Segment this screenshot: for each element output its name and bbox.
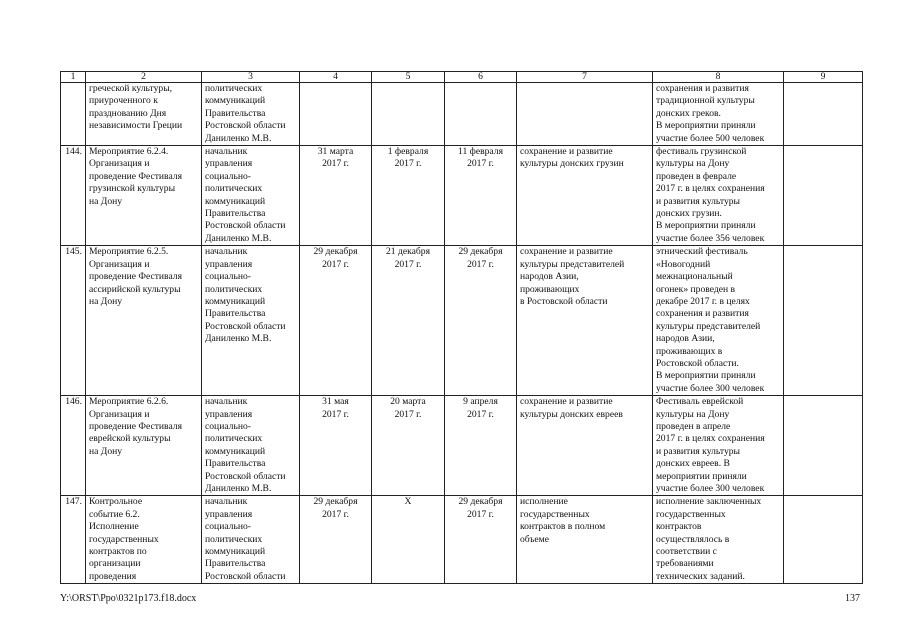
cell-line: Мероприятие 6.2.5.	[89, 246, 169, 258]
table-cell-col5	[372, 83, 445, 146]
cell-line: политических	[205, 83, 263, 94]
cell-line: Ростовской области	[205, 120, 286, 132]
cell-line: политических	[205, 183, 263, 195]
cell-line: 2017 г.	[322, 158, 349, 170]
cell-line: Правительства	[205, 308, 266, 320]
cell-line: проживающих в	[656, 345, 723, 357]
cell-line: Контрольное	[89, 496, 143, 508]
cell-line: Ростовской области.	[656, 357, 739, 369]
table-cell-col3	[202, 146, 300, 246]
table-cell-col6	[445, 146, 517, 246]
cell-line: Х	[404, 496, 412, 508]
table-cell-col2	[86, 496, 202, 584]
cell-line: политических	[205, 433, 263, 445]
row-number-cell: 146.	[61, 396, 86, 496]
cell-line: управления	[205, 158, 253, 170]
cell-line: исполнение	[520, 496, 568, 508]
cell-line: Исполнение	[89, 521, 139, 533]
cell-line: проведен в апреле	[656, 420, 731, 432]
cell-line: и развития культуры	[656, 195, 740, 207]
row-number-cell	[61, 83, 86, 146]
header-cell: 5	[372, 72, 445, 83]
cell-line: В мероприятии приняли	[656, 370, 756, 382]
table-cell-col6	[445, 246, 517, 396]
cell-line: на Дону	[89, 195, 123, 207]
cell-line: культуры представителей	[520, 258, 625, 270]
cell-line: коммуникаций	[205, 295, 266, 307]
cell-line: мероприятии приняли	[656, 470, 747, 482]
row-number-cell: 145.	[61, 246, 86, 396]
cell-line: на Дону	[89, 445, 123, 457]
cell-line: политических	[205, 283, 263, 295]
cell-line: независимости Греции	[89, 120, 183, 132]
cell-line: ассирийской культуры	[89, 283, 181, 295]
table-cell-col8	[653, 396, 784, 496]
header-cell: 7	[517, 72, 653, 83]
cell-line: проведение Фестиваля	[89, 170, 183, 182]
cell-line: Ростовской области	[205, 320, 286, 332]
table-cell-col9	[784, 146, 863, 246]
cell-line: коммуникаций	[205, 445, 266, 457]
header-cell: 1	[61, 72, 86, 83]
cell-line: Фестиваль еврейской	[656, 396, 744, 408]
cell-line: социально-	[205, 170, 251, 182]
table-cell-col5	[372, 146, 445, 246]
cell-line: контрактов в полном	[520, 521, 606, 533]
header-cell: 4	[300, 72, 372, 83]
cell-line: народов Азии,	[520, 271, 579, 283]
cell-line: управления	[205, 508, 253, 520]
cell-line: культуры донских евреев	[520, 408, 623, 420]
cell-line: донских грузин.	[656, 208, 722, 220]
cell-line: сохранения и развития	[656, 83, 749, 94]
cell-line: и развития культуры	[656, 445, 740, 457]
header-cell: 6	[445, 72, 517, 83]
header-cell: 2	[86, 72, 202, 83]
cell-line: Организация и	[89, 258, 150, 270]
table-cell-col2	[86, 396, 202, 496]
table-cell-col8	[653, 146, 784, 246]
cell-line: Правительства	[205, 558, 266, 570]
cell-line: проведение Фестиваля	[89, 420, 183, 432]
table-cell-col7	[517, 246, 653, 396]
cell-line: соответствии с	[656, 546, 717, 558]
table-cell-col9	[784, 496, 863, 584]
table-cell-col5	[372, 396, 445, 496]
table-cell-col5	[372, 246, 445, 396]
cell-line: проведения	[89, 570, 137, 582]
table-cell-col9	[784, 83, 863, 146]
footer-page-number: 137	[845, 593, 860, 604]
cell-line: этнический фестиваль	[656, 246, 748, 258]
table-row	[61, 246, 863, 396]
footer-file-path: Y:\ORST\Ppo\0321p173.f18.docx	[60, 593, 197, 604]
table-cell-col7	[517, 496, 653, 584]
table-cell-col4	[300, 246, 372, 396]
cell-line: коммуникаций	[205, 546, 266, 558]
cell-line: управления	[205, 258, 253, 270]
table-cell-col9	[784, 246, 863, 396]
cell-line: Даниленко М.В.	[205, 132, 272, 144]
cell-line: в Ростовской области	[520, 295, 608, 307]
cell-line: Ростовской области	[205, 220, 286, 232]
cell-line: 29 декабря	[458, 246, 503, 258]
cell-line: 29 декабря	[458, 496, 503, 508]
cell-line: проведение Фестиваля	[89, 271, 183, 283]
cell-line: 2017 г.	[467, 158, 494, 170]
cell-line: технических заданий.	[656, 570, 745, 582]
cell-line: исполнение заключенных	[656, 496, 762, 508]
cell-line: 31 мая	[322, 396, 349, 408]
table-cell-col7	[517, 396, 653, 496]
cell-line: культуры донских грузин	[520, 158, 624, 170]
cell-line: контрактов по	[89, 546, 147, 558]
cell-line: Даниленко М.В.	[205, 333, 272, 345]
cell-line: объеме	[520, 533, 549, 545]
table-cell-col6	[445, 396, 517, 496]
cell-line: приуроченного к	[89, 95, 158, 107]
cell-line: контрактов	[656, 521, 702, 533]
table-cell-col8	[653, 496, 784, 584]
cell-line: В мероприятии приняли	[656, 120, 756, 132]
table-cell-col3	[202, 496, 300, 584]
header-cell: 9	[784, 72, 863, 83]
cell-line: начальник	[205, 246, 248, 258]
table-header-row	[61, 72, 863, 83]
cell-line: на Дону	[89, 295, 123, 307]
cell-line: межнациональный	[656, 271, 733, 283]
cell-line: празднованию Дня	[89, 107, 167, 119]
cell-line: 9 апреля	[463, 396, 498, 408]
cell-line: «Новогодний	[656, 258, 711, 270]
cell-line: Правительства	[205, 208, 266, 220]
cell-line: начальник	[205, 146, 248, 158]
table-cell-col3	[202, 396, 300, 496]
cell-line: 2017 г.	[467, 258, 494, 270]
cell-line: грузинской культуры	[89, 183, 176, 195]
cell-line: политических	[205, 533, 263, 545]
cell-line: Правительства	[205, 458, 266, 470]
table-row	[61, 83, 863, 146]
cell-line: Ростовской области	[205, 570, 286, 582]
cell-line: фестиваль грузинской	[656, 146, 747, 158]
cell-line: 1 февраля	[387, 146, 429, 158]
cell-line: Правительства	[205, 107, 266, 119]
cell-line: начальник	[205, 396, 248, 408]
cell-line: управления	[205, 408, 253, 420]
cell-line: сохранение и развитие	[520, 396, 613, 408]
table-cell-col9	[784, 396, 863, 496]
cell-line: государственных	[89, 533, 159, 545]
cell-line: проживающих	[520, 283, 580, 295]
cell-line: требованиями	[656, 558, 714, 570]
cell-line: социально-	[205, 420, 251, 432]
cell-line: коммуникаций	[205, 195, 266, 207]
cell-line: событие 6.2.	[89, 508, 140, 520]
row-number-cell: 147.	[61, 496, 86, 584]
cell-line: 2017 г.	[467, 408, 494, 420]
table-cell-col7	[517, 83, 653, 146]
cell-line: огонек» проведен в	[656, 283, 736, 295]
cell-line: донских евреев. В	[656, 458, 730, 470]
table-row	[61, 396, 863, 496]
cell-line: В мероприятии приняли	[656, 220, 756, 232]
cell-line: греческой культуры,	[89, 83, 173, 94]
cell-line: Ростовской области	[205, 470, 286, 482]
cell-line: участие более 356 человек	[656, 232, 765, 244]
cell-line: народов Азии,	[656, 333, 715, 345]
row-number-cell: 144.	[61, 146, 86, 246]
table-cell-col8	[653, 246, 784, 396]
cell-line: декабре 2017 г. в целях	[656, 295, 750, 307]
cell-line: Организация и	[89, 158, 150, 170]
table-cell-col4	[300, 146, 372, 246]
cell-line: 29 декабря	[313, 496, 358, 508]
cell-line: участие более 500 человек	[656, 132, 765, 144]
table-cell-col3	[202, 246, 300, 396]
cell-line: государственных	[656, 508, 726, 520]
cell-line: 31 марта	[317, 146, 354, 158]
cell-line: традиционной культуры	[656, 95, 755, 107]
table-row	[61, 146, 863, 246]
cell-line: 11 февраля	[458, 146, 503, 158]
cell-line: 2017 г. в целях сохранения	[656, 433, 765, 445]
cell-line: 2017 г.	[394, 408, 422, 420]
cell-line: начальник	[205, 496, 248, 508]
cell-line: культуры представителей	[656, 320, 761, 332]
document-table	[60, 71, 863, 584]
table-cell-col2	[86, 83, 202, 146]
cell-line: 2017 г.	[322, 258, 349, 270]
table-cell-col7	[517, 146, 653, 246]
cell-line: еврейской культуры	[89, 433, 171, 445]
table-cell-col4	[300, 396, 372, 496]
cell-line: проведен в феврале	[656, 170, 737, 182]
cell-line: 2017 г.	[322, 508, 349, 520]
cell-line: 2017 г. в целях сохранения	[656, 183, 765, 195]
cell-line: культуры на Дону	[656, 158, 730, 170]
cell-line: 21 декабря	[386, 246, 430, 258]
cell-line: организации	[89, 558, 141, 570]
cell-line: осуществлялось в	[656, 533, 730, 545]
cell-line: социально-	[205, 521, 251, 533]
cell-line: сохранение и развитие	[520, 146, 613, 158]
cell-line: сохранение и развитие	[520, 246, 613, 258]
cell-line: Организация и	[89, 408, 150, 420]
header-cell: 8	[653, 72, 784, 83]
cell-line: 20 марта	[390, 396, 426, 408]
table-cell-col4	[300, 83, 372, 146]
cell-line: Мероприятие 6.2.4.	[89, 146, 169, 158]
cell-line: сохранения и развития	[656, 308, 749, 320]
table-cell-col4	[300, 496, 372, 584]
table-cell-col5	[372, 496, 445, 584]
table-cell-col2	[86, 146, 202, 246]
table-row	[61, 496, 863, 584]
cell-line: участие более 300 человек	[656, 483, 765, 494]
table-cell-col6	[445, 83, 517, 146]
cell-line: донских греков.	[656, 107, 721, 119]
cell-line: 2017 г.	[394, 258, 422, 270]
cell-line: Мероприятие 6.2.6.	[89, 396, 169, 408]
cell-line: 29 декабря	[313, 246, 358, 258]
cell-line: государственных	[520, 508, 590, 520]
header-cell: 3	[202, 72, 300, 83]
table-cell-col3	[202, 83, 300, 146]
cell-line: 2017 г.	[467, 508, 494, 520]
cell-line: 2017 г.	[394, 158, 422, 170]
cell-line: коммуникаций	[205, 95, 266, 107]
cell-line: Даниленко М.В.	[205, 483, 272, 494]
cell-line: культуры на Дону	[656, 408, 730, 420]
cell-line: социально-	[205, 271, 251, 283]
table-cell-col2	[86, 246, 202, 396]
cell-line: 2017 г.	[322, 408, 349, 420]
table-cell-col8	[653, 83, 784, 146]
cell-line: участие более 300 человек	[656, 382, 765, 394]
table-cell-col6	[445, 496, 517, 584]
cell-line: Даниленко М.В.	[205, 232, 272, 244]
